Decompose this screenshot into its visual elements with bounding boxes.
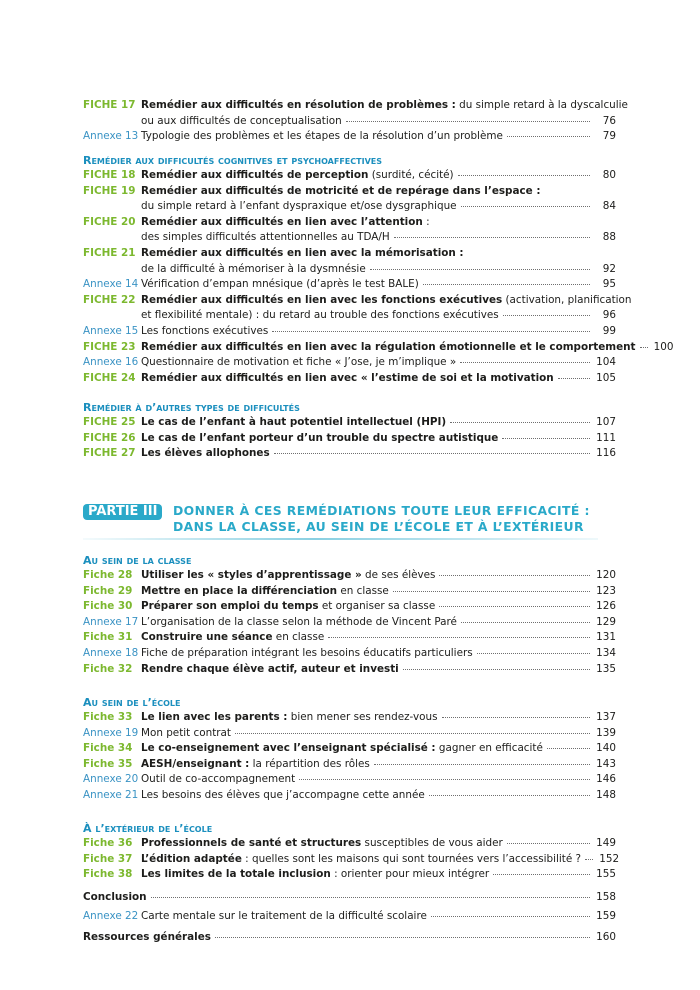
toc-entry-annexe-22[interactable] (83, 909, 616, 925)
dot-leader (346, 121, 590, 122)
entry-page: 135 (596, 662, 616, 675)
dot-leader (274, 453, 590, 454)
entry-page: 137 (596, 711, 616, 723)
toc-entry-fiche-33[interactable] (83, 710, 616, 726)
section-heading: Remédier aux difficultés cognitives et psychoaffectives (83, 154, 382, 167)
toc-block-problem-solving (83, 98, 628, 145)
toc-entry-annexe-15[interactable] (83, 324, 616, 340)
entry-subtitle-line2: et flexibilité mentale) : du retard au trouble des fonctions exécutives (141, 309, 499, 322)
entry-label: Fiche 28 (83, 569, 133, 581)
entry-title: Préparer son emploi du temps (141, 600, 319, 613)
part-title-line-1: DONNER À CES REMÉDIATIONS TOUTE LEUR EFFICACITÉ : (173, 503, 590, 518)
entry-subtitle: (activation, planification (502, 293, 632, 306)
dot-leader (493, 874, 590, 875)
dot-leader (151, 897, 590, 898)
entry-page: 143 (596, 757, 616, 770)
entry-title: Questionnaire de motivation et fiche « J’ose, je m’implique » (141, 356, 457, 369)
entry-title: Professionnels de santé et structures (141, 837, 362, 849)
dot-leader (450, 422, 590, 423)
entry-subtitle: du simple retard à la dyscalculie (455, 99, 628, 111)
entry-page: 123 (596, 584, 616, 597)
entry-label: FICHE 22 (83, 293, 136, 306)
entry-label: Fiche 34 (83, 742, 133, 755)
entry-page: 152 (599, 852, 620, 865)
entry-page: 84 (602, 200, 616, 213)
entry-title: Construire une séance (141, 631, 273, 644)
entry-page: 131 (596, 631, 616, 644)
entry-subtitle: en classe (272, 631, 325, 644)
toc-entry-fiche-19[interactable] (83, 184, 616, 215)
toc-entry-fiche-34[interactable] (83, 741, 616, 757)
entry-label: FICHE 25 (83, 416, 136, 428)
entry-page: 160 (596, 931, 616, 943)
entry-title: Remédier aux difficultés en résolution de problèmes : (141, 99, 456, 111)
section-heading: Au sein de l’école (83, 696, 181, 709)
entry-title: Mettre en place la différenciation (141, 584, 338, 597)
toc-entry-fiche-38[interactable] (83, 867, 616, 883)
entry-title: Les fonctions exécutives (141, 324, 269, 337)
entry-title: Carte mentale sur le traitement de la difficulté scolaire (141, 910, 427, 922)
entry-label: Annexe 21 (83, 788, 139, 801)
toc-entry-fiche-36[interactable] (83, 836, 616, 852)
entry-page: 111 (596, 431, 616, 444)
entry-page: 79 (602, 130, 616, 143)
dot-leader (507, 136, 590, 137)
dot-leader (299, 779, 590, 780)
entry-label: Fiche 37 (83, 852, 133, 865)
section-heading: Au sein de la classe (83, 554, 192, 567)
entry-page: 80 (602, 169, 616, 181)
entry-title: Les besoins des élèves que j’accompagne cette année (141, 788, 425, 801)
entry-label: FICHE 18 (83, 169, 136, 181)
dot-leader (374, 764, 590, 765)
toc-entry-fiche-20[interactable] (83, 215, 616, 246)
entry-subtitle: gagner en efficacité (435, 742, 543, 755)
entry-page: 159 (596, 910, 616, 922)
toc-entry-fiche-21[interactable] (83, 246, 616, 277)
entry-subtitle: de ses élèves (361, 569, 436, 581)
entry-page: 149 (596, 837, 616, 849)
entry-label: Annexe 18 (83, 646, 139, 659)
dot-leader (235, 733, 590, 734)
dot-leader (503, 315, 590, 316)
dot-leader (477, 653, 590, 654)
entry-page: 129 (596, 615, 616, 628)
entry-title: Remédier aux difficultés en lien avec la régulation émotionnelle et le comportement (141, 340, 636, 353)
entry-title: Remédier aux difficultés en lien avec « l’estime de soi et la motivation (141, 371, 554, 384)
dot-leader (272, 331, 590, 332)
entry-page: 92 (602, 262, 616, 275)
entry-title: Le cas de l’enfant porteur d’un trouble du spectre autistique (141, 431, 499, 444)
entry-subtitle-line2: ou aux difficultés de conceptualisation (141, 114, 342, 127)
entry-title: Typologie des problèmes et les étapes de la résolution d’un problème (141, 130, 503, 143)
entry-page: 126 (596, 600, 616, 613)
entry-label: Fiche 30 (83, 600, 133, 613)
entry-title: L’édition adaptée (141, 852, 242, 865)
entry-page: 105 (596, 371, 616, 384)
toc-entry-fiche-29[interactable] (83, 584, 616, 600)
entry-page: 100 (653, 340, 674, 353)
dot-leader (423, 284, 590, 285)
entry-label: FICHE 26 (83, 431, 136, 444)
entry-subtitle: : quelles sont les maisons qui sont tournées vers l’accessibilité ? (241, 852, 582, 865)
toc-entry-annexe-13[interactable] (83, 129, 616, 145)
entry-title: Utiliser les « styles d’apprentissage » (141, 569, 362, 581)
toc-entry-fiche-27[interactable] (83, 446, 616, 462)
toc-entry-annexe-21[interactable] (83, 788, 616, 804)
entry-title: Mon petit contrat (141, 726, 231, 739)
dot-leader (394, 237, 590, 238)
entry-subtitle-line2: du simple retard à l’enfant dyspraxique et/ose dysgraphique (141, 200, 457, 213)
entry-title: Remédier aux difficultés de motricité et de repérage dans l’espace : (141, 184, 541, 197)
entry-page: 107 (596, 416, 616, 428)
entry-page: 104 (596, 356, 616, 369)
toc-entry-fiche-30[interactable] (83, 599, 616, 615)
entry-page: 116 (596, 447, 616, 460)
entry-page: 120 (596, 569, 616, 581)
entry-label: Fiche 29 (83, 584, 133, 597)
entry-label: Annexe 22 (83, 910, 139, 922)
entry-subtitle: bien mener ses rendez-vous (287, 711, 438, 723)
entry-label: FICHE 23 (83, 340, 136, 353)
entry-title: Remédier aux difficultés de perception (141, 169, 369, 181)
dot-leader (429, 795, 590, 796)
entry-label: Fiche 35 (83, 757, 133, 770)
toc-entry-fiche-37[interactable] (83, 852, 620, 868)
dot-leader (461, 206, 590, 207)
entry-label: Fiche 31 (83, 631, 133, 644)
entry-page: 99 (602, 324, 616, 337)
toc-entry-fiche-32[interactable] (83, 662, 616, 678)
dot-leader (403, 669, 590, 670)
section-heading: À l’extérieur de l’école (83, 822, 213, 835)
entry-label: FICHE 20 (83, 215, 136, 228)
dot-leader (640, 347, 648, 348)
entry-label: FICHE 21 (83, 246, 136, 259)
toc-entry-fiche-28[interactable] (83, 568, 616, 584)
entry-title: Le cas de l’enfant à haut potentiel intellectuel (HPI) (141, 416, 447, 428)
entry-title: Remédier aux difficultés en lien avec la mémorisation : (141, 246, 464, 259)
entry-page: 95 (602, 278, 616, 291)
entry-label: Annexe 14 (83, 278, 139, 291)
dot-leader (547, 748, 590, 749)
toc-entry-annexe-18[interactable] (83, 646, 616, 662)
entry-page: 88 (602, 231, 616, 244)
toc-entry-ressources[interactable] (83, 931, 616, 943)
entry-label: FICHE 17 (83, 99, 136, 111)
entry-title: Les élèves allophones (141, 447, 270, 460)
toc-entry-fiche-17[interactable] (83, 98, 628, 129)
entry-page: 148 (596, 788, 616, 801)
entry-page: 140 (596, 742, 616, 755)
toc-block-outside-school (83, 821, 620, 883)
entry-label: Annexe 20 (83, 773, 139, 786)
entry-label: Fiche 32 (83, 662, 133, 675)
toc-entry-conclusion[interactable] (83, 891, 616, 903)
dot-leader (461, 622, 590, 623)
entry-label: Annexe 13 (83, 130, 139, 143)
entry-page: 139 (596, 726, 616, 739)
entry-title: Vérification d’empan mnésique (d’après le test BALE) (141, 278, 419, 291)
dot-leader (558, 378, 590, 379)
dot-leader (507, 843, 590, 844)
toc-entry-annexe-17[interactable] (83, 615, 616, 631)
entry-label: FICHE 27 (83, 447, 136, 460)
entry-page: 134 (596, 646, 616, 659)
dot-leader (458, 175, 590, 176)
entry-subtitle-line2: de la difficulté à mémoriser à la dysmnésie (141, 262, 366, 275)
entry-page: 155 (596, 868, 616, 881)
entry-subtitle-line2: des simples difficultés attentionnelles au TDA/H (141, 231, 390, 244)
toc-entry-annexe-14[interactable] (83, 277, 616, 293)
part-3-header (83, 503, 598, 547)
entry-label: FICHE 24 (83, 371, 136, 384)
entry-title: Les limites de la totale inclusion (141, 868, 331, 881)
entry-label: Annexe 15 (83, 324, 139, 337)
entry-subtitle: : orienter pour mieux intégrer (330, 868, 490, 881)
toc-entry-annexe-20[interactable] (83, 772, 616, 788)
dot-leader (502, 438, 590, 439)
toc-entry-fiche-35[interactable] (83, 757, 616, 773)
section-heading: Remédier à d’autres types de difficultés (83, 401, 300, 414)
entry-label: Annexe 17 (83, 615, 139, 628)
entry-page: 96 (602, 309, 616, 322)
entry-subtitle: en classe (337, 584, 389, 597)
toc-entry-fiche-18[interactable] (83, 168, 616, 184)
entry-subtitle: : (422, 215, 430, 228)
dot-leader (585, 859, 593, 860)
entry-label: Annexe 19 (83, 726, 139, 739)
dot-leader (439, 575, 590, 576)
toc-block-other-difficulties (83, 400, 616, 462)
entry-page: 158 (596, 891, 616, 903)
entry-label: FICHE 19 (83, 184, 136, 197)
dot-leader (460, 362, 590, 363)
entry-title: Ressources générales (83, 931, 211, 943)
entry-title: Le lien avec les parents : (141, 711, 288, 723)
entry-title: Outil de co-accompagnement (141, 773, 296, 786)
toc-entry-annexe-19[interactable] (83, 726, 616, 742)
dot-leader (370, 269, 590, 270)
dot-leader (439, 606, 590, 607)
entry-title: Rendre chaque élève actif, auteur et investi (141, 662, 399, 675)
toc-entry-annexe-16[interactable] (83, 355, 616, 371)
part-badge: PARTIE III (83, 504, 162, 520)
dot-leader (442, 717, 590, 718)
toc-entry-fiche-31[interactable] (83, 630, 616, 646)
toc-entry-fiche-26[interactable] (83, 431, 616, 447)
entry-title: Conclusion (83, 891, 147, 903)
entry-subtitle: susceptibles de vous aider (361, 837, 503, 849)
dot-leader (328, 637, 590, 638)
entry-title: Remédier aux difficultés en lien avec l’attention (141, 215, 423, 228)
entry-subtitle: (surdité, cécité) (368, 169, 454, 181)
entry-title: Remédier aux difficultés en lien avec les fonctions exécutives (141, 293, 503, 306)
entry-label: Fiche 36 (83, 837, 133, 849)
dot-leader (393, 591, 590, 592)
entry-subtitle: la répartition des rôles (249, 757, 370, 770)
entry-label: Fiche 33 (83, 711, 133, 723)
part-title-line-2: DANS LA CLASSE, AU SEIN DE L’ÉCOLE ET À L’EXTÉRIEUR (173, 519, 584, 534)
entry-page: 76 (602, 114, 616, 127)
entry-title: Le co-enseignement avec l’enseignant spécialisé : (141, 742, 436, 755)
dot-leader (431, 916, 590, 917)
part-divider (83, 538, 598, 540)
toc-block-in-school (83, 695, 616, 804)
toc-block-cognitive (83, 153, 674, 386)
entry-subtitle: et organiser sa classe (318, 600, 436, 613)
part-title (173, 503, 590, 535)
toc-entry-fiche-23[interactable] (83, 340, 674, 356)
entry-label: Fiche 38 (83, 868, 133, 881)
entry-title: AESH/enseignant : (141, 757, 250, 770)
entry-title: Fiche de préparation intégrant les besoins éducatifs particuliers (141, 646, 473, 659)
toc-block-in-class (83, 553, 616, 677)
toc-entry-fiche-22[interactable] (83, 293, 632, 324)
entry-title: L’organisation de la classe selon la méthode de Vincent Paré (141, 615, 457, 628)
entry-page: 146 (596, 773, 616, 786)
toc-entry-fiche-25[interactable] (83, 415, 616, 431)
toc-entry-fiche-24[interactable] (83, 371, 616, 387)
dot-leader (215, 937, 590, 938)
entry-label: Annexe 16 (83, 356, 139, 369)
